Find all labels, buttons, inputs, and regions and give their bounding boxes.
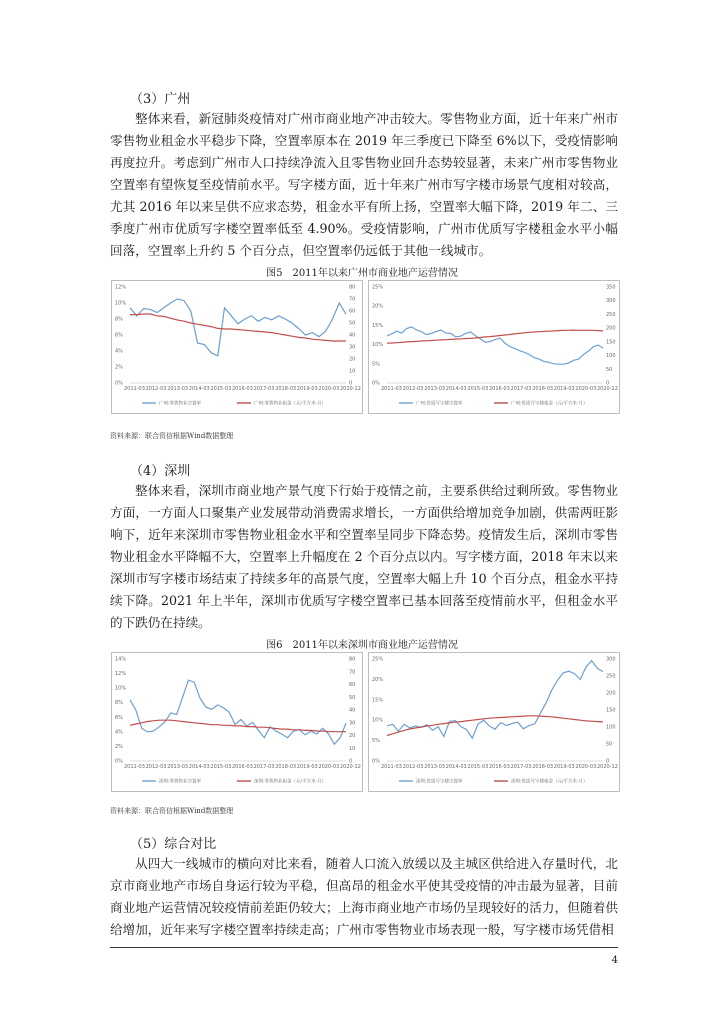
y-tick-left: 10% [115, 300, 127, 307]
y-tick-left: 5% [372, 361, 380, 368]
section-heading-comparison: （5）综合对比 [130, 837, 217, 852]
y-tick-right: 60 [349, 308, 356, 315]
x-tick-label: 2016-03 [489, 764, 510, 770]
y-tick-right: 10 [349, 368, 356, 375]
x-tick-label: 2019-03 [296, 386, 318, 392]
x-tick-label: 2018-03 [275, 386, 297, 392]
y-tick-left: 4% [115, 348, 123, 355]
x-tick-label: 2016-03 [232, 386, 253, 392]
x-tick-label: 2012-03 [145, 764, 167, 770]
x-tick-label: 2011-03 [124, 386, 145, 392]
section-heading-guangzhou: （3）广州 [130, 92, 191, 107]
x-tick-label: 2011-03 [381, 386, 402, 392]
y-tick-right: 50 [606, 366, 613, 373]
chart-gz-retail-svg [112, 281, 362, 413]
y-tick-left: 10% [115, 685, 127, 692]
x-tick-label: 2011-03 [381, 764, 402, 770]
x-tick-label: 2020-03 [318, 764, 340, 770]
paragraph-comparison: 从四大一线城市的横向对比来看，随着人口流入放缓以及主城区供给进入存量时代，北京市商业地产市场自身运行较为平稳，但高昂的租金水平使其受疫情的冲击最为显著，目前商业地产运营情况较疫情前差距仍较大；上海市商业地产市场仍呈现较好的活力，但随着供给增加，近年来写字楼空置率持续走高；广州市零售物业市场表现一般，写字楼市场凭借相 [110, 856, 618, 937]
x-tick-label: 2019-03 [553, 764, 575, 770]
series-line-rent [387, 716, 603, 736]
x-tick-label: 2017-03 [253, 386, 275, 392]
y-tick-left: 10% [372, 717, 384, 724]
figure6-caption: 图6 2011年以来深圳市商业地产运营情况 [266, 640, 458, 651]
legend-label-rent: 深圳:零售物业租金（元/平方米·月） [254, 779, 326, 785]
y-tick-right: 100 [606, 353, 616, 360]
y-tick-right: 200 [606, 690, 616, 697]
y-tick-left: 0% [115, 758, 123, 765]
chart-sz-retail-svg [112, 653, 362, 791]
x-tick-label: 2013-03 [424, 386, 446, 392]
legend-label-rent: 深圳:优质写字楼租金（元/平方米·月） [511, 779, 588, 785]
x-tick-label: 2014-03 [188, 386, 210, 392]
y-tick-left: 4% [115, 729, 123, 736]
x-tick-label: 2013-03 [167, 386, 189, 392]
x-tick-label: 2016-03 [489, 386, 510, 392]
x-tick-label: 2017-03 [510, 764, 532, 770]
y-tick-right: 20 [349, 733, 356, 739]
y-tick-right: 100 [606, 724, 616, 731]
y-tick-left: 5% [372, 738, 380, 745]
y-tick-right: 300 [606, 298, 616, 305]
y-tick-right: 80 [349, 284, 356, 291]
x-tick-label: 2020-12 [597, 764, 618, 770]
x-tick-label: 2016-03 [232, 764, 253, 770]
x-tick-label: 2014-03 [445, 386, 467, 392]
x-tick-label: 2013-03 [167, 764, 189, 770]
legend-label-rent: 广州:零售物业租金（元/平方米·月） [254, 401, 326, 407]
y-tick-right: 200 [606, 325, 616, 332]
y-tick-left: 2% [115, 364, 123, 371]
y-tick-left: 6% [115, 714, 123, 721]
y-tick-left: 0% [372, 380, 380, 387]
section-heading-shenzhen: （4）深圳 [130, 464, 191, 479]
series-line-vacancy [130, 299, 346, 356]
legend-label-vacancy: 深圳:零售物业空置率 [159, 779, 202, 785]
chart-gz-retail [111, 280, 363, 414]
y-tick-left: 12% [115, 284, 127, 291]
y-tick-right: 60 [349, 682, 356, 688]
y-tick-right: 70 [349, 296, 356, 303]
y-tick-right: 0 [606, 380, 610, 387]
y-tick-right: 250 [606, 673, 616, 680]
y-tick-right: 30 [349, 720, 356, 727]
y-tick-left: 25% [372, 656, 384, 663]
y-tick-left: 20% [372, 676, 384, 683]
x-tick-label: 2017-03 [510, 386, 532, 392]
y-tick-right: 40 [349, 707, 356, 714]
y-tick-right: 70 [349, 669, 356, 676]
paragraph-guangzhou: 整体来看，新冠肺炎疫情对广州市商业地产冲击较大。零售物业方面，近十年来广州市零售物业租金水平稳步下降，空置率原本在 2019 年三季度已下降至 6%以下，受疫情影响再度拉升。考虑到广州市人口持续净流入且零售物业回升态势较显著，未来广州市零售物业空置率有望恢复至疫情前水平。写字楼方面，近十年来广州市写字楼市场景气度相对较高，尤其 2016 年以来呈供不应求态势，租金水平有所上扬，空置率大幅下降，2019 年二、三季度广州市优质写字楼空置率低至 4.90%。受疫情影响，广州市优质写字楼租金水平小幅回落，空置率上升约 5 个百分点，但空置率仍远低于其他一线城市。 [110, 111, 618, 258]
series-line-rent [130, 314, 346, 341]
series-line-vacancy [387, 661, 603, 739]
y-tick-left: 10% [372, 342, 384, 349]
figure5-source: 资料来源：联合资信根据Wind数据整理 [110, 432, 234, 440]
y-tick-right: 80 [349, 656, 356, 663]
y-tick-right: 300 [606, 656, 616, 663]
chart-gz-office-svg [369, 281, 619, 413]
footer-rule [110, 947, 618, 948]
y-tick-right: 50 [349, 694, 356, 701]
series-line-vacancy [387, 327, 603, 364]
legend-label-vacancy: 深圳:优质写字楼空置率 [416, 779, 463, 785]
page-number: 4 [611, 955, 618, 966]
x-tick-label: 2018-03 [532, 764, 554, 770]
legend-label-vacancy: 广州:零售物业空置率 [159, 401, 202, 407]
y-tick-left: 15% [372, 697, 384, 704]
x-tick-label: 2012-03 [145, 386, 167, 392]
y-tick-right: 40 [349, 332, 356, 339]
x-tick-label: 2015-03 [467, 764, 489, 770]
y-tick-left: 25% [372, 284, 384, 291]
y-tick-right: 20 [349, 356, 356, 363]
y-tick-right: 150 [606, 339, 616, 346]
x-tick-label: 2020-12 [340, 764, 361, 770]
legend-label-rent: 广州:优质写字楼租金（元/平方米·月） [511, 401, 588, 407]
paragraph-shenzhen: 整体来看，深圳市商业地产景气度下行始于疫情之前，主要系供给过剩所致。零售物业方面，一方面人口聚集产业发展带动消费需求增长，一方面供给增加竞争加剧，供需两旺影响下，近年来深圳市零售物业租金水平和空置率呈同步下降态势。疫情发生后，深圳市零售物业租金水平降幅不大，空置率上升幅度在 2 个百分点以内。写字楼方面，2018 年末以来深圳市写字楼市场结束了持续多年的高景气度，空置率大幅上升 10 个百分点，租金水平持续下降。2021 年上半年，深圳市优质写字楼空置率已基本回落至疫情前水平，但租金水平的下跌仍在持续。 [110, 483, 618, 630]
y-tick-right: 30 [349, 344, 356, 351]
y-tick-left: 0% [115, 380, 123, 387]
y-tick-right: 0 [349, 758, 353, 765]
x-tick-label: 2011-03 [124, 764, 145, 770]
y-tick-left: 2% [115, 743, 123, 750]
legend-label-vacancy: 广州:优质写字楼空置率 [416, 401, 463, 407]
y-tick-right: 50 [606, 741, 613, 748]
y-tick-right: 350 [606, 284, 616, 291]
x-tick-label: 2019-03 [553, 386, 575, 392]
y-tick-left: 0% [372, 758, 380, 765]
x-tick-label: 2020-03 [575, 764, 597, 770]
x-tick-label: 2012-03 [402, 386, 424, 392]
chart-gz-office [368, 280, 620, 414]
y-tick-right: 0 [349, 380, 353, 387]
x-tick-label: 2019-03 [296, 764, 318, 770]
x-tick-label: 2012-03 [402, 764, 424, 770]
y-tick-left: 15% [372, 322, 384, 329]
y-tick-right: 50 [349, 320, 356, 327]
chart-sz-retail [111, 652, 363, 792]
x-tick-label: 2013-03 [424, 764, 446, 770]
x-tick-label: 2015-03 [210, 386, 232, 392]
chart-sz-office-svg [369, 653, 619, 791]
x-tick-label: 2020-12 [597, 386, 618, 392]
y-tick-left: 20% [372, 303, 384, 310]
y-tick-right: 10 [349, 745, 356, 752]
x-tick-label: 2017-03 [253, 764, 275, 770]
x-tick-label: 2018-03 [532, 386, 554, 392]
y-tick-left: 14% [115, 656, 127, 663]
x-tick-label: 2015-03 [467, 386, 489, 392]
y-tick-left: 12% [115, 671, 127, 678]
x-tick-label: 2015-03 [210, 764, 232, 770]
series-line-rent [387, 330, 603, 343]
y-tick-right: 0 [606, 758, 610, 765]
series-line-vacancy [130, 680, 346, 744]
y-tick-left: 6% [115, 332, 123, 339]
figure5-caption: 图5 2011年以来广州市商业地产运营情况 [266, 268, 458, 279]
x-tick-label: 2014-03 [188, 764, 210, 770]
x-tick-label: 2018-03 [275, 764, 297, 770]
figure6-source: 资料来源：联合资信根据Wind数据整理 [110, 807, 234, 815]
y-tick-left: 8% [115, 700, 123, 707]
x-tick-label: 2014-03 [445, 764, 467, 770]
x-tick-label: 2020-03 [318, 386, 340, 392]
y-tick-right: 250 [606, 311, 616, 318]
chart-sz-office [368, 652, 620, 792]
x-tick-label: 2020-03 [575, 386, 597, 392]
x-tick-label: 2020-12 [340, 386, 361, 392]
y-tick-left: 8% [115, 316, 123, 323]
y-tick-right: 150 [606, 707, 616, 714]
